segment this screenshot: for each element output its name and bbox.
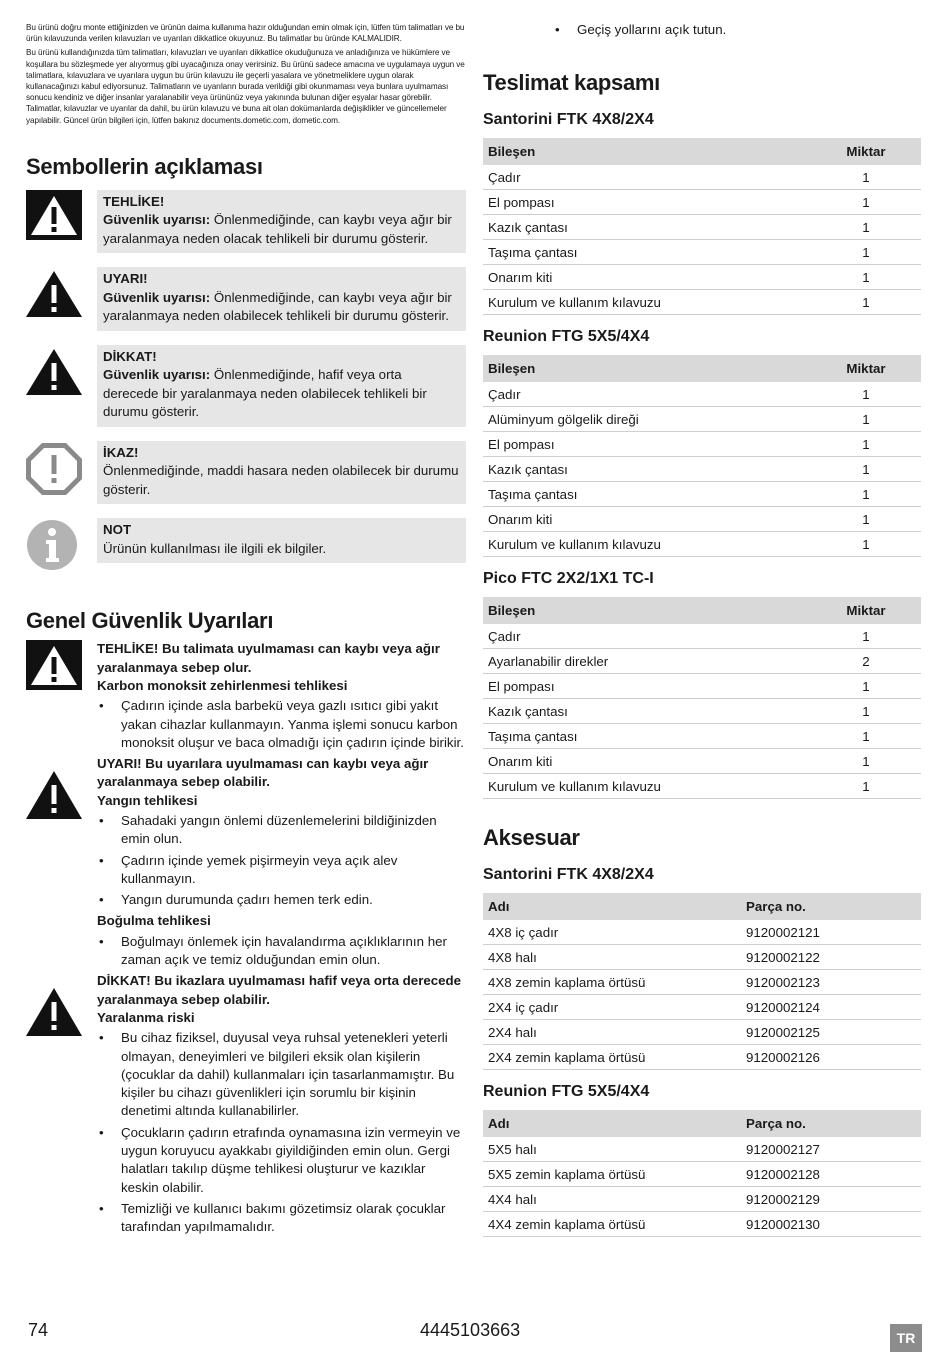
list-item: • Temizliği ve kullanıcı bakımı gözetimsiz olarak çocuklar tarafından yapılmamalıdır. [97, 1200, 466, 1237]
symbol-text: Önlenmediğinde, can kaybı veya ağır bir yaralanmaya neden olacak tehlikeli bir durumu gösterir. [103, 212, 452, 246]
symbol-row [26, 345, 466, 427]
fire-bullets [97, 812, 466, 909]
caution-icon [26, 986, 86, 1046]
suffocation-bullets [97, 933, 466, 970]
table-cell: 5X5 zemin kaplama örtüsü [483, 1162, 741, 1187]
safety-label: Güvenlik uyarısı: [103, 367, 211, 383]
table-cell: 1 [811, 407, 921, 432]
column-header: Parça no. [741, 893, 921, 920]
list-item: • Çocukların çadırın etrafında oynamasına izin vermeyin ve uygun koruyucu ayakkabı giyildiğinden emin olun. Gergi halatları takılıp düşme tehlikesi oluşturur ve kazıklar keskin olabilir. [97, 1124, 466, 1197]
list-item [483, 22, 923, 42]
column-header: Adı [483, 893, 741, 920]
intro-paragraph: Bu ürünü doğru monte ettiğinizden ve ürünün daima kullanıma hazır olduğundan emin olmak için, lütfen tüm talimatları ve bu ürün kılavuzunda verilen kılavuzları ve uyarıları dikkatlice okuyunuz. Bu talimatlar bu üründe KALMALIDIR. [26, 23, 465, 44]
danger-subheading: Karbon monoksit zehirlenmesi tehlikesi [97, 677, 348, 693]
table-header-row [483, 1110, 921, 1137]
table-cell: 2X4 zemin kaplama örtüsü [483, 1045, 741, 1070]
table-cell: Kurulum ve kullanım kılavuzu [483, 290, 811, 315]
symbol-description-box [97, 441, 466, 505]
symbol-title: DİKKAT! [103, 348, 157, 364]
danger-block [26, 640, 466, 755]
table-cell: 9120002127 [741, 1137, 921, 1162]
table-cell: 2X4 iç çadır [483, 995, 741, 1020]
table-cell: El pompası [483, 432, 811, 457]
symbol-text: Önlenmediğinde, can kaybı veya ağır bir yaralanmaya neden olabilecek tehlikeli bir durumu gösterir. [103, 289, 452, 324]
list-item: • Boğulmayı önlemek için havalandırma açıklıklarının her zaman açık ve temiz olduğundan emin olun. [97, 933, 466, 970]
delivery-heading: Teslimat kapsamı [483, 70, 660, 95]
caution-block [26, 972, 466, 1239]
table-cell: 9120002123 [741, 970, 921, 995]
symbols-heading: Sembollerin açıklaması [26, 153, 263, 179]
table-title: Santorini FTK 4X8/2X4 [483, 111, 654, 128]
table-row [483, 240, 921, 265]
delivery-tables [483, 111, 923, 799]
table-cell: Taşıma çantası [483, 724, 811, 749]
table-row [483, 290, 921, 315]
symbol-title: İKAZ! [103, 444, 139, 460]
table-row [483, 482, 921, 507]
danger-bullets [97, 697, 466, 752]
symbol-description-box [97, 518, 466, 563]
column-header: Bileşen [483, 138, 811, 165]
list-item: • Sahadaki yangın önlemi düzenlemelerini bildiğinizden emin olun. [97, 812, 466, 849]
table-cell: 1 [811, 699, 921, 724]
table-title: Reunion FTG 5X5/4X4 [483, 328, 650, 345]
table-cell: Ayarlanabilir direkler [483, 649, 811, 674]
document-number: 4445103663 [420, 1320, 521, 1340]
warning-icon [26, 267, 86, 327]
table-cell: 9120002122 [741, 945, 921, 970]
table-cell: 9120002126 [741, 1045, 921, 1070]
accessories-heading: Aksesuar [483, 825, 580, 850]
general-safety-heading: Genel Güvenlik Uyarıları [26, 608, 274, 634]
table-cell: Çadır [483, 165, 811, 190]
table-row [483, 407, 921, 432]
table-cell: Onarım kiti [483, 265, 811, 290]
table-row [483, 382, 921, 407]
table-cell: Kazık çantası [483, 457, 811, 482]
table-cell: Taşıma çantası [483, 240, 811, 265]
table-row [483, 970, 921, 995]
symbol-text: Önlenmediğinde, hafif veya orta derecede bir yaralanmaya neden olabilecek tehlikeli bir durumu gösterir. [103, 367, 427, 420]
symbol-row [26, 267, 466, 331]
column-header: Bileşen [483, 597, 811, 624]
symbol-text: Ürünün kullanılması ile ilgili ek bilgiler. [103, 540, 327, 556]
table-cell: El pompası [483, 674, 811, 699]
table-cell: 2 [811, 649, 921, 674]
list-item: • Çadırın içinde yemek pişirmeyin veya açık alev kullanmayın. [97, 852, 466, 889]
table-cell: Kazık çantası [483, 699, 811, 724]
right-column [483, 22, 923, 1237]
keep-paths-clear-text: Geçiş yollarını açık tutun. [577, 22, 727, 37]
symbol-title: NOT [103, 522, 132, 538]
table-row [483, 945, 921, 970]
info-icon [26, 518, 86, 578]
table-row [483, 724, 921, 749]
column-header: Bileşen [483, 355, 811, 382]
table-title: Pico FTC 2X2/1X1 TC-I [483, 570, 654, 587]
table-row [483, 432, 921, 457]
table-cell: 1 [811, 457, 921, 482]
table-row [483, 507, 921, 532]
table-row [483, 165, 921, 190]
symbol-row [26, 518, 466, 578]
table-row [483, 1020, 921, 1045]
symbol-description-box [97, 345, 466, 427]
table-cell: 1 [811, 190, 921, 215]
column-header: Miktar [811, 597, 921, 624]
table-cell: Kurulum ve kullanım kılavuzu [483, 774, 811, 799]
table-cell: 9120002130 [741, 1212, 921, 1237]
table-cell: Çadır [483, 382, 811, 407]
column-header: Miktar [811, 138, 921, 165]
table-header-row [483, 597, 921, 624]
table-cell: 1 [811, 165, 921, 190]
list-item: • Bu cihaz fiziksel, duyusal veya ruhsal yetenekleri yeterli olmayan, deneyimleri ve bilgileri eksik olan kişilerin (çocuklar da dahil) kullanmaları için tasarlanmamıştır. Bu kişiler bu cihazı güvenlikleri için sorumlu bir kişinin denetimi altında kullanabilirler. [97, 1029, 466, 1120]
danger-icon [26, 190, 86, 250]
symbol-row [26, 441, 466, 505]
table-cell: Taşıma çantası [483, 482, 811, 507]
table-cell: 9120002129 [741, 1187, 921, 1212]
table-cell: 1 [811, 382, 921, 407]
symbol-title: TEHLİKE! [103, 193, 165, 209]
page-number: 74 [28, 1320, 49, 1340]
symbol-text: Önlenmediğinde, maddi hasara neden olabilecek bir durumu gösterir. [103, 463, 459, 497]
table-title: Santorini FTK 4X8/2X4 [483, 866, 654, 883]
table-row [483, 649, 921, 674]
safety-label: Güvenlik uyarısı: [103, 212, 211, 228]
table-header-row [483, 138, 921, 165]
table-cell: 9120002121 [741, 920, 921, 945]
table-row [483, 749, 921, 774]
danger-icon [26, 640, 86, 700]
table-row [483, 995, 921, 1020]
table-cell: 1 [811, 215, 921, 240]
table-row [483, 215, 921, 240]
table-cell: 1 [811, 749, 921, 774]
accessory-tables [483, 866, 923, 1237]
table-cell: 1 [811, 482, 921, 507]
warning-title: UYARI! Bu uyarılara uyulmaması can kaybı veya ağır yaralanmaya sebep olabilir. [97, 756, 429, 790]
data-table [483, 597, 921, 799]
table-cell: 1 [811, 532, 921, 557]
table-cell: Kurulum ve kullanım kılavuzu [483, 532, 811, 557]
table-row [483, 1212, 921, 1237]
notice-icon [26, 441, 86, 501]
column-header: Miktar [811, 355, 921, 382]
table-cell: 1 [811, 507, 921, 532]
table-cell: 1 [811, 674, 921, 699]
symbols-list [26, 190, 466, 579]
table-cell: Onarım kiti [483, 749, 811, 774]
left-column [26, 22, 466, 1240]
table-row [483, 1187, 921, 1212]
table-row [483, 1137, 921, 1162]
table-cell: 2X4 halı [483, 1020, 741, 1045]
column-header: Adı [483, 1110, 741, 1137]
table-row [483, 457, 921, 482]
table-row [483, 674, 921, 699]
symbol-row [26, 190, 466, 254]
table-header-row [483, 893, 921, 920]
table-row [483, 265, 921, 290]
caution-bullets [97, 1029, 466, 1236]
injury-risk-subheading: Yaralanma riski [97, 1009, 195, 1025]
intro-paragraph: Bu ürünü kullandığınızda tüm talimatları, kılavuzları ve uyarıları dikkatlice okuduğunuza ve anladığınıza ve hükümlere ve koşullara bu sözleşmede yer alıyormuş gibi uyacağınıza onay verirsiniz. Bu ürünü sadece amacına ve uygulamaya uygun ve talimatlara, kılavuzlara ve uyarılara uygun bu ürün kılavuzu ile geçerli yasalara ve yönetmeliklere uygun olarak kullanacağınızı kabul ediyorsunuz. Talimatların ve uyarıların burada verildiği gibi okunmaması veya bunlara uyulmaması sonucu kendiniz ve diğer insanlar yaralanabilir veya ürününüz veya yakınında bulunan diğer eşyalar hasar görebilir. Talimatlar, kılavuzlar ve uyarılar da dahil, bu ürün kılavuzu ve buna ait olan dokümanlarda değişiklikler ve güncellemeler yapılabilir. Güncel ürün bilgileri için, lütfen bakınız documents.dometic.com, dometic.com. [26, 48, 465, 125]
table-row [483, 624, 921, 649]
table-cell: Kazık çantası [483, 215, 811, 240]
table-cell: Alüminyum gölgelik direği [483, 407, 811, 432]
intro-text [26, 22, 466, 126]
table-cell: El pompası [483, 190, 811, 215]
table-row [483, 190, 921, 215]
language-badge: TR [890, 1324, 922, 1352]
table-cell: 1 [811, 774, 921, 799]
list-item: • Çadırın içinde asla barbekü veya gazlı ısıtıcı gibi yakıt yakan cihazlar kullanmayın. Yanma işlemi sonucu karbon monoksit oluşur ve baca olmadığı için çadırın içinde birikir. [97, 697, 466, 752]
table-cell: 1 [811, 432, 921, 457]
caution-icon [26, 345, 86, 405]
caution-title: DİKKAT! Bu ikazlara uyulmaması hafif veya orta derecede yaralanmaya sebep olabilir. [97, 973, 462, 1007]
table-cell: 1 [811, 265, 921, 290]
table-cell: 9120002128 [741, 1162, 921, 1187]
symbol-description-box [97, 267, 466, 331]
symbol-title: UYARI! [103, 271, 148, 287]
table-row [483, 532, 921, 557]
table-header-row [483, 355, 921, 382]
data-table [483, 138, 921, 315]
table-row [483, 699, 921, 724]
table-cell: 1 [811, 240, 921, 265]
safety-label: Güvenlik uyarısı: [103, 289, 211, 305]
table-cell: 4X8 iç çadır [483, 920, 741, 945]
table-row [483, 1045, 921, 1070]
warning-block [26, 755, 466, 972]
table-cell: 4X8 zemin kaplama örtüsü [483, 970, 741, 995]
data-table [483, 893, 921, 1070]
table-cell: Onarım kiti [483, 507, 811, 532]
table-cell: 4X8 halı [483, 945, 741, 970]
danger-title: TEHLİKE! Bu talimata uyulmaması can kaybı veya ağır yaralanmaya sebep olur. [97, 641, 440, 675]
table-cell: 5X5 halı [483, 1137, 741, 1162]
table-row [483, 920, 921, 945]
data-table [483, 1110, 921, 1237]
table-cell: 1 [811, 624, 921, 649]
data-table [483, 355, 921, 557]
warning-icon [26, 769, 86, 829]
table-cell: 9120002125 [741, 1020, 921, 1045]
table-row [483, 1162, 921, 1187]
fire-hazard-subheading: Yangın tehlikesi [97, 792, 198, 808]
table-cell: 9120002124 [741, 995, 921, 1020]
table-title: Reunion FTG 5X5/4X4 [483, 1083, 650, 1100]
suffocation-subheading: Boğulma tehlikesi [97, 913, 211, 929]
symbol-description-box [97, 190, 466, 254]
table-cell: Çadır [483, 624, 811, 649]
list-item: • Yangın durumunda çadırı hemen terk edin. [97, 891, 466, 909]
table-row [483, 774, 921, 799]
table-cell: 1 [811, 724, 921, 749]
column-header: Parça no. [741, 1110, 921, 1137]
table-cell: 4X4 halı [483, 1187, 741, 1212]
table-cell: 4X4 zemin kaplama örtüsü [483, 1212, 741, 1237]
table-cell: 1 [811, 290, 921, 315]
